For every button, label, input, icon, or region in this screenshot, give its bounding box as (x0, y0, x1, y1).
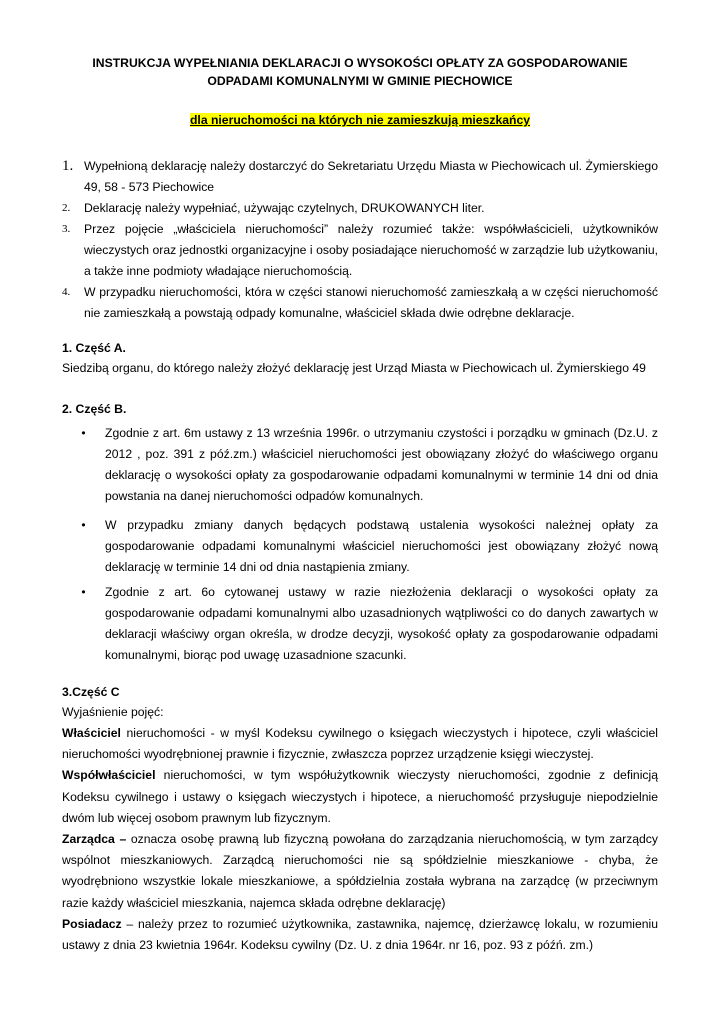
definition-text: nieruchomości, w tym współużytkownik wieczysty nieruchomości, zgodnie z definicją Kodeksu cywilnego i ustawy o księgach wieczystych i hipotece, a nieruchomość przysługuje niepodzielnie dwóm lub więcej osobom prawnym lub fizycznym. (62, 768, 658, 825)
bullet-item (62, 423, 658, 507)
bullet-item (62, 582, 658, 666)
title-line-2: ODPADAMI KOMUNALNYMI W GMINIE PIECHOWICE (207, 74, 513, 88)
definition-text: – należy przez to rozumieć użytkownika, zastawnika, najemcę, dzierżawcę lokalu, w rozumieniu ustawy z dnia 23 kwietnia 1964r. Kodeksu cywilny (Dz. U. z dnia 1964r. nr 16, poz. 93 z późń. zm.) (62, 916, 658, 953)
definition (62, 723, 658, 765)
list-item (62, 198, 658, 219)
definition-term: Zarządca – (62, 832, 127, 847)
item-number: 2. (62, 202, 71, 214)
part-b-bullets (62, 423, 658, 666)
definition (62, 914, 658, 956)
item-number: 3. (62, 223, 71, 235)
item-text: Przez pojęcie „właściciela nieruchomości” należy rozumieć także: współwłaścicieli, użytkowników wieczystych oraz jednostki organizacyjne i osoby posiadające nieruchomość w zarządzie lub użytkowaniu, a także inne podmioty władające nieruchomością. (84, 222, 658, 278)
definition-term: Właściciel (62, 726, 121, 740)
definition (62, 765, 658, 829)
definition-text: oznacza osobę prawną lub fizyczną powołana do zarządzania nieruchomością, w tym zarządcy wspólnot mieszkaniowych. Zarządcą nieruchomości nie są spółdzielnie mieszkaniowe - chyba, że wyodrębniono wszystkie lokale mieszkaniowe, a spółdzielnia została wybrana na zarządcę (w przeciwnym razie każdy właściciel mieszkania, najemca składa odrębne deklarację) (62, 832, 658, 910)
document-subtitle (62, 112, 658, 128)
document-title (62, 54, 658, 90)
bullet-text: Zgodnie z art. 6o cytowanej ustawy w razie niezłożenia deklaracji o wysokości opłaty za gospodarowanie odpadami komunalnymi albo uzasadnionych wątpliwości co do danych zawartych w deklaracji właściwy organ określa, w drodze decyzji, wysokość opłaty za gospodarowanie odpadami komunalnymi, biorąc pod uwagę uzasadnione szacunki. (105, 585, 658, 662)
bullet-icon: • (81, 426, 86, 440)
list-item (62, 282, 658, 324)
part-c-heading: 3.Część C (62, 685, 120, 699)
bullet-icon: • (81, 518, 86, 532)
list-item (62, 156, 658, 198)
title-line-1: INSTRUKCJA WYPEŁNIANIA DEKLARACJI O WYSOKOŚCI OPŁATY ZA GOSPODAROWANIE (92, 56, 628, 70)
part-c-intro: Wyjaśnienie pojęć: (62, 705, 164, 719)
item-text: Deklarację należy wypełniać, używając czytelnych, DRUKOWANYCH liter. (84, 201, 485, 215)
subtitle-highlighted: dla nieruchomości na których nie zamieszkują mieszkańcy (189, 113, 531, 127)
part-a-heading: 1. Część A. (62, 341, 126, 355)
instructions-list (62, 156, 658, 324)
bullet-icon: • (81, 585, 86, 599)
document-page (62, 54, 658, 956)
definitions (62, 723, 658, 956)
bullet-text: W przypadku zmiany danych będących podstawą ustalenia wysokości należnej opłaty za gospodarowanie odpadami komunalnymi właściciel nieruchomości jest obowiązany złożyć nową deklarację w terminie 14 dni od dnia nastąpienia zmiany. (105, 518, 658, 574)
item-text: W przypadku nieruchomości, która w części stanowi nieruchomość zamieszkałą a w części nieruchomość nie zamieszkałą a powstają odpady komunalne, właściciel składa dwie odrębne deklaracje. (84, 285, 658, 320)
bullet-item (62, 515, 658, 578)
definition-term: Współwłaściciel (62, 768, 156, 783)
list-item (62, 219, 658, 282)
definition-text: nieruchomości - w myśl Kodeksu cywilnego o księgach wieczystych i hipotece, czyli właściciel nieruchomości wyodrębnionej prawnie i fizycznie, zwłaszcza poprzez urządzenie księgi wieczystej. (62, 726, 658, 762)
item-number: 1. (62, 158, 74, 174)
item-number: 4. (62, 286, 71, 298)
item-text: Wypełnioną deklarację należy dostarczyć do Sekretariatu Urzędu Miasta w Piechowicach ul. Żymierskiego 49, 58 - 573 Piechowice (84, 159, 658, 194)
definition-term: Posiadacz (62, 916, 122, 931)
bullet-text: Zgodnie z art. 6m ustawy z 13 września 1996r. o utrzymaniu czystości i porządku w gminach (Dz.U. z 2012 , poz. 391 z póź.zm.) właściciel nieruchomości jest obowiązany złożyć do właściwego organu deklarację o wysokości opłaty za gospodarowanie odpadami komunalnymi w terminie 14 dni od dnia powstania na danej nieruchomości odpadów komunalnych. (105, 426, 658, 503)
part-a-text: Siedzibą organu, do którego należy złożyć deklarację jest Urząd Miasta w Piechowicach ul. Żymierskiego 49 (62, 361, 646, 375)
part-b-heading: 2. Część B. (62, 402, 127, 416)
definition (62, 829, 658, 914)
